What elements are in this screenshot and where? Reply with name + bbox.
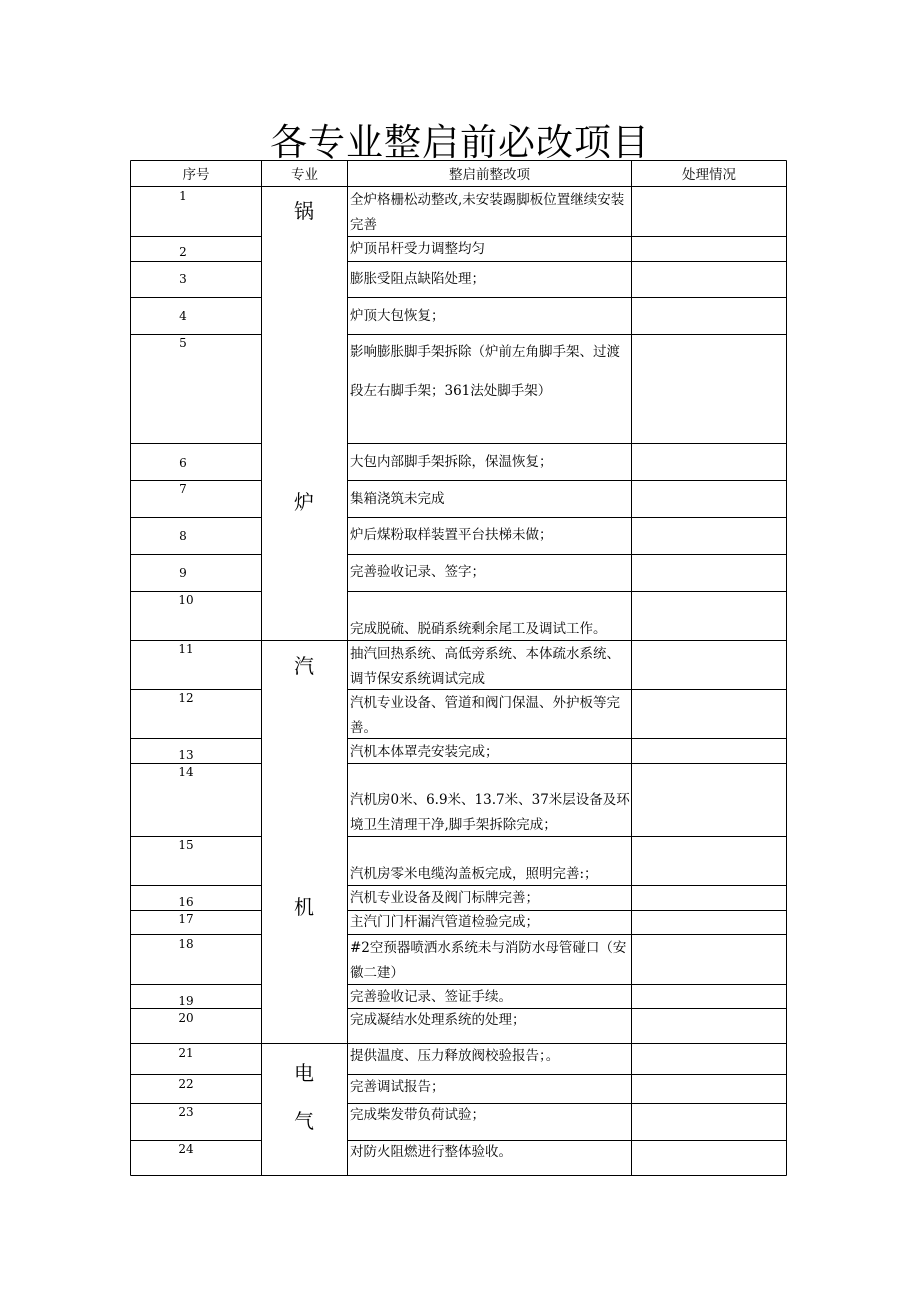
item-text: 对防火阻燃进行整体验收。 (350, 1144, 512, 1160)
item-text: 完善验收记录、签字； (350, 564, 485, 580)
specialty-electric-2: 气 (294, 1109, 314, 1133)
item-text: 主汽门门杆漏汽管道检验完成； (350, 914, 539, 930)
item-text: 汽机专业设备、管道和阀门保温、外护板等完善。 (350, 695, 620, 736)
item-text: 集箱浇筑未完成 (350, 491, 445, 507)
row-number: 11 (178, 642, 194, 656)
header-seq: 序号 (182, 167, 210, 183)
item-text: 影响膨胀脚手架拆除（炉前左角脚手架、过渡段左右脚手架；361法处脚手架） (350, 344, 620, 399)
row-number: 20 (178, 1011, 194, 1025)
item-text: 完成凝结水处理系统的处理； (350, 1012, 526, 1028)
item-text: 完善验收记录、签证手续。 (350, 989, 512, 1005)
row-number: 4 (179, 309, 187, 323)
item-text: 大包内部脚手架拆除，保温恢复； (350, 454, 553, 470)
row-number: 16 (178, 895, 194, 909)
header-item: 整启前整改项 (449, 167, 530, 183)
row-number: 10 (178, 593, 194, 607)
item-text: 炉顶大包恢复； (350, 308, 445, 324)
row-number: 1 (179, 189, 187, 203)
item-text: 炉后煤粉取样装置平台扶梯未做； (350, 527, 553, 543)
item-text: 膨胀受阻点缺陷处理； (350, 271, 485, 287)
row-number: 12 (178, 691, 194, 705)
item-text: 完善调试报告； (350, 1079, 445, 1095)
item-text: 汽机房0米、6.9米、13.7米、37米层设备及环境卫生清理干净,脚手架拆除完成； (350, 792, 630, 833)
specialty-boiler-2: 炉 (294, 490, 314, 514)
item-text: 完成脱硫、脱硝系统剩余尾工及调试工作。 (350, 621, 607, 637)
row-number: 8 (179, 529, 187, 543)
item-text: 提供温度、压力释放阀校验报告；。 (350, 1048, 560, 1064)
specialty-turbine-1: 汽 (294, 654, 314, 678)
row-number: 17 (178, 912, 194, 926)
row-number: 5 (179, 336, 187, 350)
specialty-electric-1: 电 (294, 1061, 314, 1085)
document-title: 各专业整启前必改项目 (270, 121, 650, 164)
item-text: 炉顶吊杆受力调整均匀 (350, 241, 485, 257)
row-number: 7 (179, 482, 187, 496)
item-text: 全炉格栅松动整改,未安装踢脚板位置继续安装完善 (350, 192, 625, 233)
row-number: 18 (178, 937, 194, 951)
item-text: 汽机房零米电缆沟盖板完成，照明完善:； (350, 866, 598, 882)
row-number: 21 (178, 1046, 194, 1060)
row-number: 24 (178, 1142, 194, 1156)
row-number: 22 (178, 1077, 194, 1091)
specialty-boiler-1: 锅 (294, 199, 314, 223)
row-number: 9 (179, 566, 187, 580)
header-specialty: 专业 (291, 167, 318, 183)
item-text: 汽机本体罩壳安装完成； (350, 744, 499, 760)
specialty-turbine-2: 机 (294, 895, 314, 919)
item-text: #2空预器喷洒水系统未与消防水母管碰口（安徽二建） (350, 940, 627, 981)
item-text: 抽汽回热系统、高低旁系统、本体疏水系统、调节保安系统调试完成 (350, 646, 620, 687)
row-number: 3 (179, 272, 187, 286)
item-text: 完成柴发带负荷试验； (350, 1107, 485, 1123)
row-number: 19 (178, 994, 194, 1008)
row-number: 15 (178, 838, 194, 852)
row-number: 23 (178, 1105, 194, 1119)
item-text: 汽机专业设备及阀门标牌完善； (350, 890, 539, 906)
row-number: 6 (179, 456, 187, 470)
row-number: 13 (178, 748, 194, 762)
row-number: 2 (179, 245, 187, 259)
row-number: 14 (178, 765, 194, 779)
header-status: 处理情况 (682, 167, 736, 183)
